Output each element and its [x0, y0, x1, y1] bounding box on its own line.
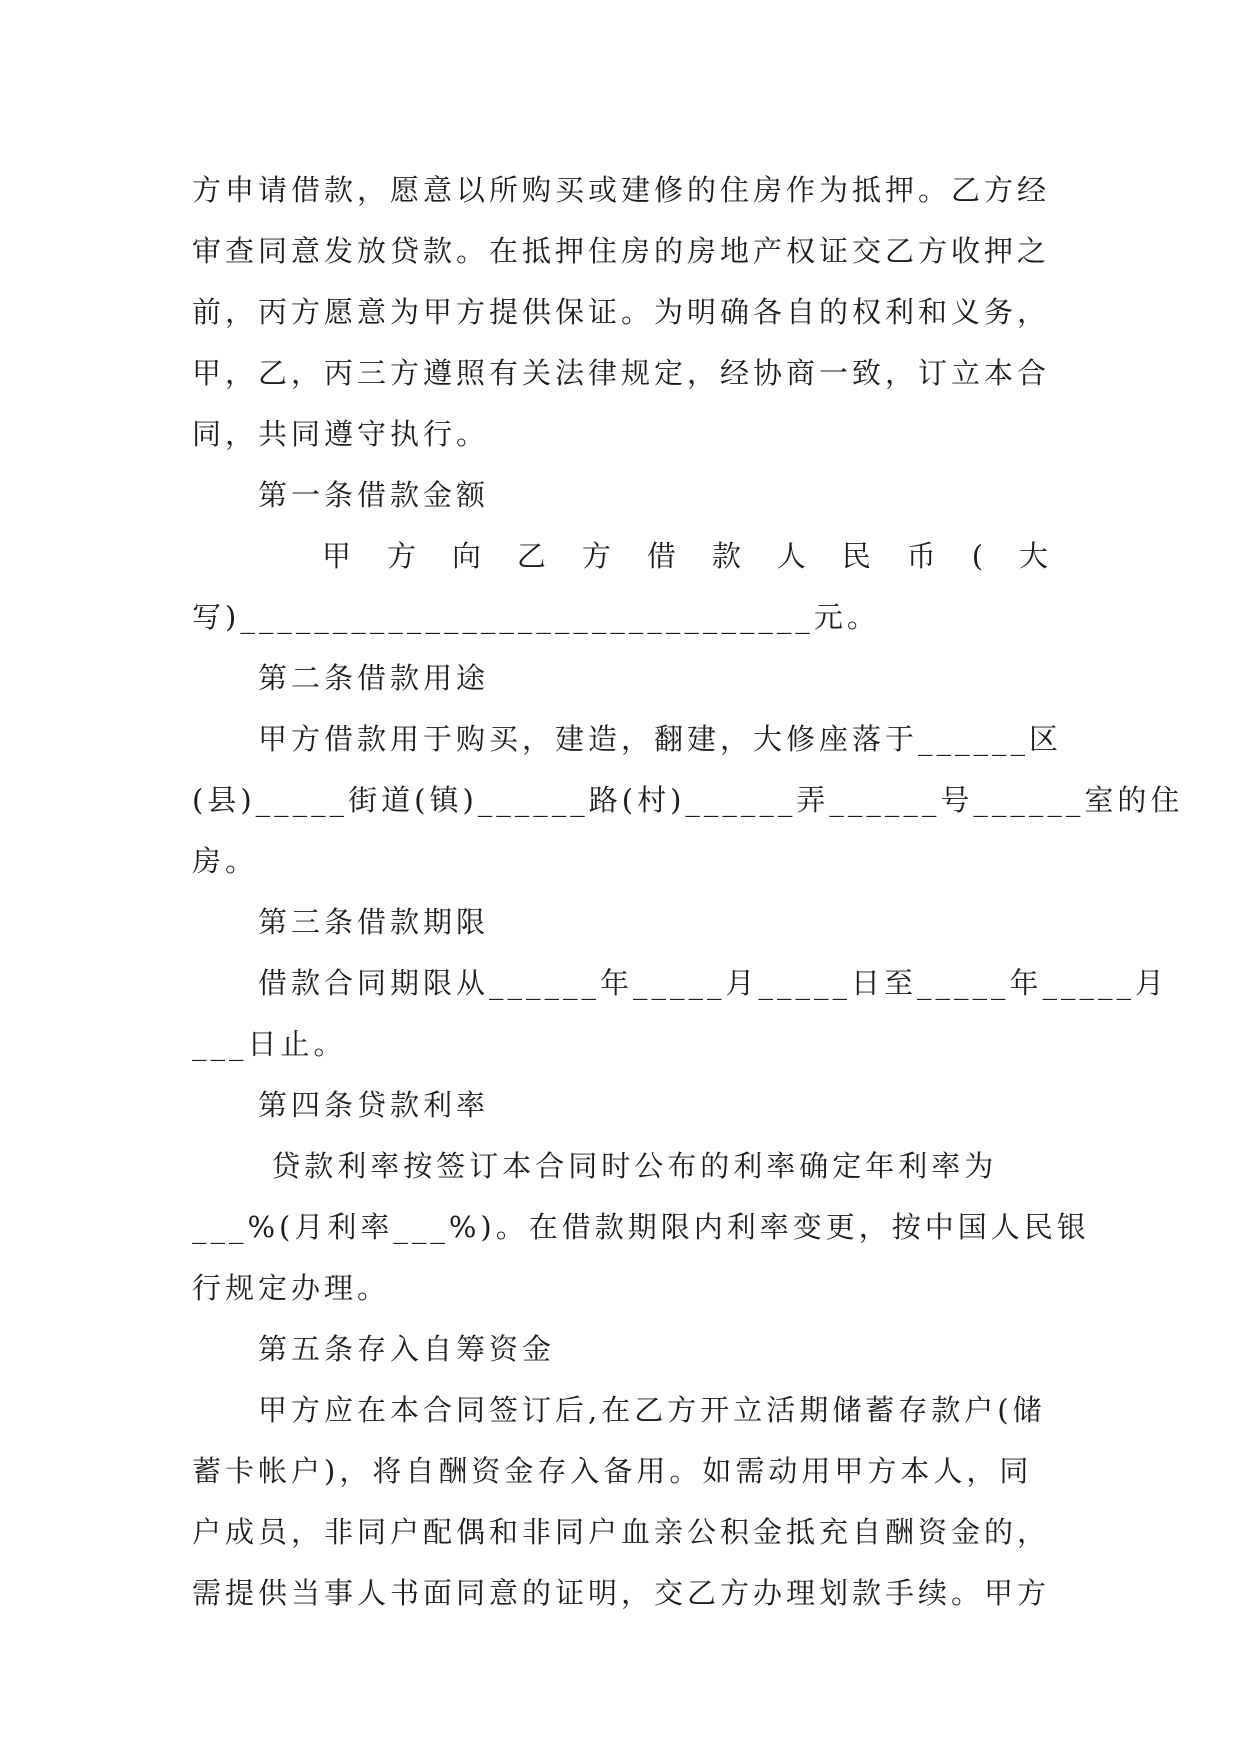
body-line: 甲，乙，丙三方遵照有关法律规定，经协商一致，订立本合 — [192, 356, 1051, 390]
spaced-char: ( — [971, 539, 984, 573]
contract-body — [192, 160, 1184, 1624]
body-line: 同，共同遵守执行。 — [192, 417, 490, 451]
spaced-char: 方 — [386, 539, 416, 573]
spaced-char: 借 — [646, 539, 676, 573]
body-line: 前，丙方愿意为甲方提供保证。为明确各自的权利和义务， — [192, 295, 1051, 329]
article-heading-4: 第四条贷款利率 — [258, 1088, 490, 1122]
body-line: 贷款利率按签订本合同时公布的利率确定年利率为 — [258, 1149, 998, 1183]
body-line: 甲方借款用于购买，建造，翻建，大修座落于______区 — [258, 722, 1063, 756]
spaced-char: 币 — [906, 539, 936, 573]
article-heading-1: 第一条借款金额 — [258, 478, 490, 512]
article-heading-5: 第五条存入自筹资金 — [258, 1332, 556, 1366]
body-line: 审查同意发放贷款。在抵押住房的房地产权证交乙方收押之 — [192, 234, 1051, 268]
body-line: 需提供当事人书面同意的证明，交乙方办理划款手续。甲方 — [192, 1576, 1051, 1610]
spaced-char: 款 — [711, 539, 741, 573]
spaced-char: 大 — [1018, 539, 1048, 573]
body-line: 户成员，非同户配偶和非同户血亲公积金抵充自酬资金的， — [192, 1515, 1051, 1549]
spaced-loan-amount-line — [192, 526, 1052, 587]
body-line: ___日止。 — [192, 1027, 347, 1061]
body-line: 方申请借款，愿意以所购买或建修的住房作为抵押。乙方经 — [192, 173, 1051, 207]
article-heading-2: 第二条借款用途 — [258, 661, 490, 695]
body-line: 蓄卡帐户)，将自酬资金存入备用。如需动用甲方本人，同 — [192, 1454, 1033, 1488]
spaced-char: 方 — [581, 539, 611, 573]
body-line: 甲方应在本合同签订后,在乙方开立活期储蓄存款户(储 — [258, 1393, 1046, 1427]
spaced-char: 甲 — [322, 539, 352, 573]
spaced-char: 人 — [776, 539, 806, 573]
spaced-char: 民 — [841, 539, 871, 573]
term-blank-line: 借款合同期限从______年_____月_____日至_____年_____月 — [258, 966, 1169, 1000]
spaced-char: 乙 — [516, 539, 546, 573]
body-line: 房。 — [192, 844, 259, 878]
address-blank-line: (县)_____街道(镇)______路(村)______弄______号______室的住 — [192, 783, 1184, 817]
rate-blank-line: ___%(月利率___%)。在借款期限内利率变更，按中国人民银 — [192, 1210, 1090, 1244]
body-line: 行规定办理。 — [192, 1271, 391, 1305]
article-heading-3: 第三条借款期限 — [258, 905, 490, 939]
loan-amount-blank-line: 写)_______________________________元。 — [192, 600, 880, 634]
spaced-char: 向 — [451, 539, 481, 573]
